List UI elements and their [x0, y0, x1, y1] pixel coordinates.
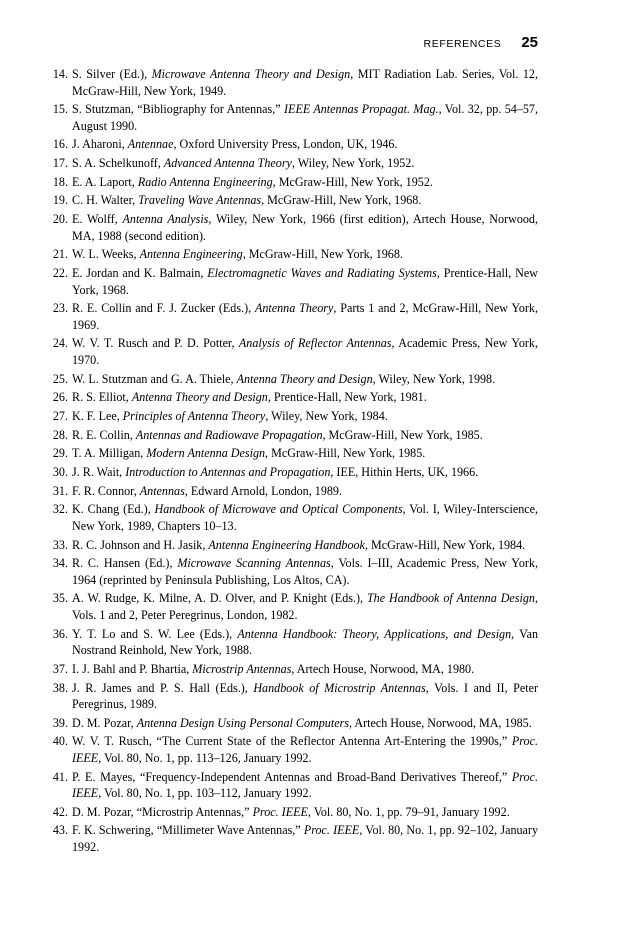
- reference-number: 17.: [52, 156, 68, 171]
- reference-number: 42.: [52, 804, 68, 819]
- reference-number: 35.: [52, 591, 68, 606]
- reference-segment: , McGraw-Hill, New York, 1968.: [242, 247, 403, 262]
- reference-text: [72, 662, 474, 676]
- reference-item: [50, 590, 538, 623]
- reference-segment: I. J. Bahl and P. Bhartia,: [72, 661, 193, 676]
- reference-number: 29.: [52, 446, 68, 461]
- reference-item: [50, 769, 538, 802]
- reference-segment: , McGraw-Hill, New York, 1984.: [364, 537, 526, 552]
- reference-item: [50, 483, 538, 500]
- reference-title: Proc. IEEE: [72, 734, 538, 765]
- reference-title: IEEE Antennas Propagat. Mag.: [284, 102, 439, 117]
- reference-segment: D. M. Pozar, “Microstrip Antennas,”: [72, 804, 253, 819]
- reference-item: [50, 300, 538, 333]
- reference-text: [72, 247, 403, 261]
- reference-item: [50, 66, 538, 99]
- reference-text: [72, 716, 532, 730]
- reference-item: [50, 822, 538, 855]
- reference-item: [50, 464, 538, 481]
- reference-segment: J. R. Wait,: [72, 465, 126, 479]
- reference-title: Proc. IEEE: [303, 823, 360, 838]
- reference-text: [72, 390, 427, 404]
- reference-text: [72, 734, 538, 765]
- reference-segment: E. Wolff,: [72, 212, 123, 227]
- reference-text: [72, 681, 538, 712]
- reference-number: 34.: [52, 556, 68, 571]
- reference-segment: W. V. T. Rusch, “The Current State of the Reflector Antenna Art-Entering the 1990s,”: [72, 734, 512, 749]
- reference-segment: R. C. Hansen (Ed.),: [72, 556, 178, 571]
- reference-number: 16.: [52, 137, 68, 152]
- reference-text: [72, 67, 538, 98]
- reference-title: Principles of Antenna Theory: [122, 408, 266, 423]
- reference-title: Introduction to Antennas and Propagation: [125, 465, 331, 479]
- reference-title: Antennae: [127, 137, 174, 152]
- reference-title: Proc. IEEE: [72, 769, 538, 801]
- reference-text: [72, 156, 414, 170]
- reference-number: 37.: [52, 661, 68, 676]
- reference-number: 18.: [52, 174, 68, 189]
- reference-segment: , Parts 1 and 2, McGraw-Hill, New York, 1969.: [72, 301, 539, 332]
- reference-text: [72, 538, 525, 552]
- reference-text: [72, 372, 495, 386]
- reference-segment: , MIT Radiation Lab. Series, Vol. 12, McGraw-Hill, New York, 1949.: [72, 67, 538, 98]
- reference-text: [72, 446, 425, 460]
- reference-text: [72, 805, 510, 819]
- reference-item: [50, 804, 538, 821]
- reference-title: Analysis of Reflector Antennas: [238, 336, 392, 351]
- running-head: REFERENCES: [423, 38, 502, 50]
- reference-number: 40.: [52, 734, 68, 749]
- reference-title: Microwave Scanning Antennas: [177, 556, 331, 571]
- reference-text: [72, 266, 538, 297]
- reference-title: Proc. IEEE: [252, 804, 308, 819]
- reference-segment: , Prentice-Hall, New York, 1981.: [267, 390, 427, 405]
- reference-segment: K. Chang (Ed.),: [72, 502, 155, 517]
- reference-item: [50, 427, 538, 444]
- reference-title: Radio Antenna Engineering: [137, 174, 273, 189]
- reference-item: [50, 335, 538, 368]
- reference-text: [72, 175, 433, 189]
- reference-title: Antenna Theory and Design: [236, 371, 373, 386]
- reference-text: [72, 137, 398, 151]
- reference-item: [50, 265, 538, 298]
- reference-number: 30.: [52, 465, 68, 479]
- reference-title: Antenna Theory: [254, 301, 334, 316]
- reference-segment: , Vols. 1 and 2, Peter Peregrinus, London, 1982.: [72, 591, 538, 622]
- reference-item: [50, 537, 538, 554]
- reference-segment: , Vol. 80, No. 1, pp. 92–102, January 1992.: [72, 823, 538, 854]
- reference-segment: , Vol. 80, No. 1, pp. 103–112, January 1992.: [98, 786, 312, 801]
- reference-title: Antenna Analysis: [122, 212, 209, 227]
- reference-text: [72, 502, 538, 533]
- reference-item: [50, 626, 538, 659]
- reference-segment: D. M. Pozar,: [72, 715, 137, 730]
- reference-item: [50, 715, 538, 732]
- reference-item: [50, 136, 538, 153]
- reference-number: 15.: [52, 102, 68, 117]
- reference-number: 41.: [52, 769, 68, 784]
- reference-item: [50, 246, 538, 263]
- reference-title: Antenna Theory and Design: [131, 390, 268, 405]
- reference-segment: T. A. Milligan,: [72, 446, 147, 461]
- reference-segment: A. W. Rudge, K. Milne, A. D. Olver, and P. Knight (Eds.),: [72, 591, 367, 606]
- reference-segment: F. R. Connor,: [72, 483, 140, 498]
- reference-text: [72, 484, 342, 498]
- reference-segment: , Vols. I–III, Academic Press, New York, 1964 (reprinted by Peninsula Publishing, Los Altos, CA).: [72, 556, 538, 587]
- reference-text: [72, 465, 478, 479]
- reference-number: 32.: [52, 502, 68, 517]
- reference-item: [50, 680, 538, 713]
- reference-number: 24.: [52, 336, 68, 351]
- reference-segment: P. E. Mayes, “Frequency-Independent Antennas and Broad-Band Derivatives Thereof,”: [72, 769, 512, 784]
- reference-segment: , Artech House, Norwood, MA, 1980.: [291, 661, 475, 676]
- reference-number: 31.: [52, 483, 68, 498]
- reference-number: 28.: [52, 427, 68, 442]
- reference-segment: , Wiley, New York, 1966 (first edition), Artech House, Norwood, MA, 1988 (second edition).: [72, 212, 538, 243]
- reference-item: [50, 389, 538, 406]
- reference-segment: J. R. James and P. S. Hall (Eds.),: [72, 680, 254, 695]
- reference-segment: R. C. Johnson and H. Jasik,: [72, 537, 209, 552]
- reference-title: Handbook of Microstrip Antennas: [253, 680, 426, 695]
- reference-segment: , Vol. 32, pp. 54–57, August 1990.: [72, 102, 538, 133]
- reference-segment: , Vols. I and II, Peter Peregrinus, 1989.: [72, 680, 538, 711]
- reference-text: [72, 823, 538, 854]
- reference-item: [50, 211, 538, 244]
- reference-segment: S. A. Schelkunoff,: [72, 156, 164, 171]
- reference-number: 43.: [52, 823, 68, 838]
- reference-item: [50, 371, 538, 388]
- page-header: [424, 34, 538, 51]
- reference-segment: , Vol. I, Wiley-Interscience, New York, 1989, Chapters 10–13.: [72, 502, 538, 533]
- reference-segment: J. Aharoni,: [72, 137, 128, 152]
- reference-text: [72, 193, 421, 207]
- reference-text: [72, 409, 388, 423]
- reference-title: Advanced Antenna Theory: [163, 156, 292, 171]
- reference-segment: K. F. Lee,: [72, 408, 123, 423]
- reference-title: Antenna Engineering: [139, 247, 243, 262]
- reference-item: [50, 174, 538, 191]
- reference-text: [72, 591, 538, 622]
- reference-number: 39.: [52, 715, 68, 730]
- reference-title: Electromagnetic Waves and Radiating Systems: [207, 266, 437, 280]
- reference-text: [72, 336, 538, 367]
- reference-item: [50, 661, 538, 678]
- reference-number: 22.: [52, 266, 68, 280]
- reference-segment: C. H. Walter,: [72, 193, 139, 208]
- reference-segment: , Wiley, New York, 1984.: [265, 408, 388, 423]
- reference-segment: , McGraw-Hill, New York, 1985.: [265, 446, 426, 461]
- reference-segment: W. V. T. Rusch and P. D. Potter,: [72, 336, 239, 351]
- reference-list: [50, 66, 538, 858]
- reference-title: Microstrip Antennas: [192, 661, 292, 676]
- reference-segment: W. L. Stutzman and G. A. Thiele,: [72, 371, 237, 386]
- reference-number: 20.: [52, 212, 68, 227]
- reference-number: 36.: [52, 626, 68, 641]
- reference-title: Antenna Handbook: Theory, Applications, and Design: [237, 626, 512, 641]
- reference-title: Microwave Antenna Theory and Design: [151, 67, 351, 81]
- reference-segment: F. K. Schwering, “Millimeter Wave Antennas,”: [72, 823, 304, 838]
- reference-number: 23.: [52, 301, 68, 316]
- reference-segment: , Oxford University Press, London, UK, 1946.: [173, 137, 398, 152]
- reference-number: 21.: [52, 247, 68, 262]
- reference-title: Traveling Wave Antennas: [138, 193, 262, 208]
- reference-item: [50, 555, 538, 588]
- reference-title: Modern Antenna Design: [146, 446, 266, 461]
- reference-segment: , Vol. 80, No. 1, pp. 113–126, January 1992.: [98, 750, 312, 765]
- reference-text: [72, 102, 538, 133]
- reference-item: [50, 101, 538, 134]
- reference-segment: , McGraw-Hill, New York, 1968.: [261, 193, 422, 208]
- reference-segment: , McGraw-Hill, New York, 1952.: [272, 174, 433, 189]
- reference-segment: Y. T. Lo and S. W. Lee (Eds.),: [72, 626, 238, 641]
- reference-title: Antenna Design Using Personal Computers: [136, 715, 349, 730]
- reference-segment: , Edward Arnold, London, 1989.: [184, 483, 342, 498]
- reference-title: Antennas and Radiowave Propagation: [135, 427, 323, 442]
- reference-segment: , Wiley, New York, 1998.: [372, 371, 496, 386]
- reference-title: Handbook of Microwave and Optical Components: [154, 502, 403, 517]
- reference-number: 27.: [52, 408, 68, 423]
- reference-segment: E. A. Laport,: [72, 174, 138, 189]
- reference-text: [72, 627, 538, 658]
- reference-segment: , McGraw-Hill, New York, 1985.: [322, 427, 483, 442]
- reference-title: Antennas: [139, 483, 185, 498]
- reference-title: The Handbook of Antenna Design: [366, 591, 535, 606]
- reference-text: [72, 212, 538, 243]
- reference-number: 26.: [52, 390, 68, 405]
- reference-item: [50, 445, 538, 462]
- reference-segment: , Wiley, New York, 1952.: [291, 156, 415, 171]
- reference-number: 14.: [52, 67, 68, 81]
- reference-text: [72, 428, 483, 442]
- reference-segment: , Artech House, Norwood, MA, 1985.: [349, 715, 532, 730]
- reference-segment: , Vol. 80, No. 1, pp. 79–91, January 1992.: [307, 804, 510, 819]
- reference-segment: , IEE, Hithin Herts, UK, 1966.: [330, 465, 479, 479]
- reference-segment: , Academic Press, New York, 1970.: [72, 336, 538, 367]
- reference-number: 38.: [52, 680, 68, 695]
- reference-item: [50, 733, 538, 766]
- reference-segment: S. Stutzman, “Bibliography for Antennas,”: [72, 102, 285, 117]
- reference-segment: S. Silver (Ed.),: [72, 67, 152, 81]
- reference-segment: E. Jordan and K. Balmain,: [72, 266, 208, 280]
- reference-number: 25.: [52, 371, 68, 386]
- reference-segment: , Van Nostrand Reinhold, New York, 1988.: [72, 626, 538, 658]
- reference-item: [50, 408, 538, 425]
- reference-segment: R. S. Elliot,: [72, 390, 132, 405]
- reference-title: Antenna Engineering Handbook: [208, 537, 365, 552]
- reference-segment: , Prentice-Hall, New York, 1968.: [72, 266, 538, 297]
- reference-number: 19.: [52, 193, 68, 208]
- reference-text: [72, 556, 538, 587]
- reference-segment: W. L. Weeks,: [72, 247, 140, 262]
- reference-item: [50, 192, 538, 209]
- reference-item: [50, 501, 538, 534]
- reference-text: [72, 770, 538, 801]
- reference-text: [72, 301, 538, 332]
- reference-segment: R. E. Collin and F. J. Zucker (Eds.),: [72, 301, 255, 316]
- reference-segment: R. E. Collin,: [72, 427, 136, 442]
- reference-item: [50, 155, 538, 172]
- reference-number: 33.: [52, 537, 68, 552]
- page-number: 25: [521, 34, 538, 51]
